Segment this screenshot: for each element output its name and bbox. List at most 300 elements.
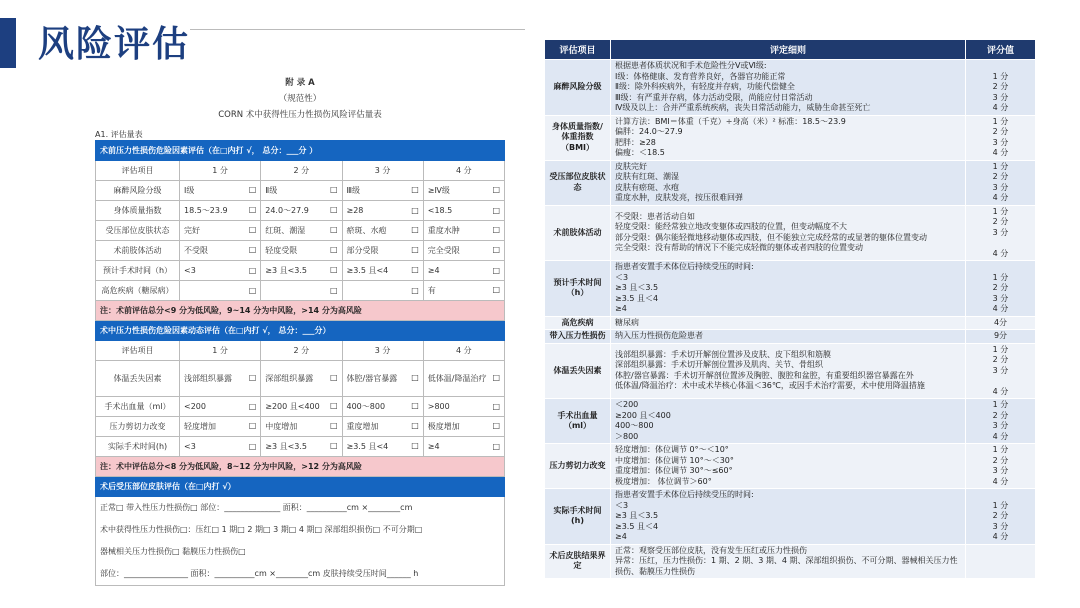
option-cell [342, 397, 423, 417]
criteria-item: 受压部位皮肤状态 [545, 160, 611, 205]
criteria-table [544, 39, 1036, 579]
postop-line: 术中获得性压力性损伤□：压红□ 1 期□ 2 期□ 3 期□ 4 期□ 深部组织损伤□ 不可分期□ [95, 519, 505, 541]
option-text: 重度增加 [346, 422, 379, 431]
criteria-row [545, 115, 1036, 160]
option-text: ≥3 且<3.5 [265, 266, 308, 275]
slide-title: 风险评估 [38, 24, 191, 65]
detail-line: 偏胖：24.0～27.9 [615, 127, 683, 136]
checkbox[interactable]: □ [492, 206, 500, 215]
checkbox[interactable]: □ [248, 266, 257, 275]
option-cell [261, 281, 342, 301]
title-divider [190, 29, 525, 30]
score-value: 1 分 [992, 445, 1009, 454]
option-cell [261, 221, 342, 241]
criteria-row [545, 205, 1036, 261]
checkbox[interactable]: □ [492, 245, 500, 254]
column-header: 4 分 [423, 341, 504, 361]
criteria-header-detail: 评定细则 [611, 40, 966, 60]
scale-row [96, 261, 505, 281]
scale-row [96, 221, 505, 241]
option-text: 完好 [184, 226, 200, 235]
option-text: 部分受限 [346, 246, 379, 255]
row-label [96, 397, 180, 417]
score-value: 3 分 [992, 227, 1009, 237]
score-value: 4 分 [992, 248, 1009, 258]
scale-row [96, 437, 505, 457]
option-text: ≥28 [346, 206, 364, 215]
option-text: 18.5～23.9 [184, 206, 228, 215]
criteria-row [545, 544, 1036, 579]
checkbox[interactable]: □ [248, 205, 257, 214]
row-label-text: 高危疾病（糖尿病） [101, 286, 174, 295]
checkbox[interactable]: □ [248, 225, 257, 234]
score-value: 4 分 [992, 193, 1009, 202]
checkbox[interactable]: □ [248, 373, 257, 382]
detail-line: ≥4 [615, 304, 627, 313]
option-cell [180, 361, 261, 397]
option-text: ≥200 且<400 [265, 402, 320, 411]
row-label [96, 241, 180, 261]
option-cell [423, 437, 504, 457]
criteria-item: 实际手术时间(h) [545, 489, 611, 545]
criteria-row [545, 316, 1036, 330]
scale-row [96, 397, 505, 417]
detail-line: 偏瘦：＜18.5 [615, 148, 665, 157]
detail-line: 部分受限：偶尔能轻微地移动躯体或四肢，但不能独立完成经常的或显著的躯体位置变动 [615, 232, 927, 242]
column-header: 2 分 [261, 161, 342, 181]
checkbox[interactable]: □ [492, 266, 500, 275]
score-value: 1 分 [992, 500, 1009, 510]
intraop-column-row [96, 341, 505, 361]
scale-row [96, 201, 505, 221]
detail-line: ≥4 [615, 532, 627, 541]
score-value: 4 分 [992, 532, 1009, 541]
detail-line: 重度增加：体位调节 30°～≤60° [615, 466, 733, 475]
option-text: Ⅱ级 [265, 186, 278, 195]
row-label-text: 手术出血量（ml） [104, 402, 171, 411]
checkbox[interactable]: □ [411, 373, 419, 382]
criteria-panel [544, 39, 1035, 587]
checkbox[interactable]: □ [411, 265, 419, 274]
option-text: ≥3.5 且<4 [346, 266, 389, 275]
option-text: 深部组织暴露 [265, 374, 314, 383]
score-value [970, 556, 1031, 567]
option-cell [261, 241, 342, 261]
checkbox[interactable]: □ [411, 185, 419, 194]
preop-note: 注：术前评估总分<9 分为低风险，9~14 分为中风险，>14 分为高风险 [96, 301, 505, 321]
criteria-detail [611, 261, 966, 317]
option-cell [423, 361, 504, 397]
detail-line: 400～800 [615, 421, 654, 430]
option-text: ≥3.5 且<4 [346, 442, 389, 451]
detail-line: 极度增加： 体位调节＞60° [615, 476, 712, 486]
option-text: 轻度受限 [265, 246, 298, 255]
score-value: 4 分 [992, 304, 1009, 313]
option-cell [342, 437, 423, 457]
postop-line: 正常□ 带入性压力性损伤□ 部位：______________ 面积：__________cm ×________cm [95, 497, 505, 519]
option-text: 完全受限 [427, 246, 460, 255]
checkbox[interactable]: □ [411, 286, 419, 295]
column-header: 3 分 [342, 161, 423, 181]
score-value: 3 分 [992, 182, 1009, 192]
option-cell [180, 417, 261, 437]
checkbox[interactable]: □ [492, 225, 500, 234]
detail-line: ≥3 且＜3.5 [615, 283, 659, 292]
option-cell [342, 201, 423, 221]
postop-line: 部位：________________ 面积：__________cm ×________cm 皮肤持续受压时间______ h [95, 563, 505, 586]
option-cell [180, 397, 261, 417]
row-label [96, 261, 180, 281]
option-cell [261, 397, 342, 417]
option-cell [261, 201, 342, 221]
row-label-text: 身体质量指数 [113, 206, 162, 215]
option-text: 不受限 [184, 246, 208, 255]
checkbox[interactable]: □ [248, 286, 257, 295]
detail-line: 深部组织暴露：手术切开解剖位置涉及肌肉、关节、骨组织 [615, 360, 823, 370]
option-cell [261, 437, 342, 457]
option-text: ≥3 且<3.5 [265, 442, 308, 451]
option-cell [423, 201, 504, 221]
option-cell [180, 241, 261, 261]
option-cell [423, 417, 504, 437]
score-value: 1 分 [992, 116, 1009, 126]
intraop-note: 注：术中评估总分<8 分为低风险，8~12 分为中风险，>12 分为高风险 [96, 457, 505, 477]
criteria-score [966, 444, 1036, 489]
score-value: 3 分 [992, 92, 1009, 102]
column-header: 1 分 [180, 161, 261, 181]
criteria-item: 术前肢体活动 [545, 205, 611, 261]
criteria-detail [611, 60, 966, 116]
column-header: 4 分 [423, 161, 504, 181]
detail-line: 低体温/降温治疗：术中或术毕核心体温＜36℃，或因手术治疗需要，术中使用降温措施 [615, 381, 925, 391]
detail-line: 糖尿病 [615, 317, 639, 327]
score-value: 1 分 [992, 206, 1009, 216]
option-text: 极度增加 [427, 422, 460, 431]
detail-line: 纳入压力性损伤危险患者 [615, 331, 703, 340]
scale-row [96, 241, 505, 261]
detail-line: 正常：观察受压部位皮肤，没有发生压红或压力性损伤 [615, 545, 807, 555]
score-value: 1 分 [992, 161, 1009, 171]
score-value: 4 分 [992, 386, 1009, 396]
score-value [970, 490, 1031, 501]
criteria-detail [611, 115, 966, 160]
scale-row [96, 417, 505, 437]
option-cell [342, 261, 423, 281]
option-text: Ⅰ级 [184, 186, 195, 195]
criteria-row [545, 489, 1036, 545]
option-text: 低体温/降温治疗 [427, 374, 487, 383]
column-header: 3 分 [342, 341, 423, 361]
option-text: 重度水肿 [427, 226, 460, 235]
checkbox[interactable]: □ [248, 185, 257, 194]
option-cell [180, 281, 261, 301]
criteria-item: 手术出血量（ml） [545, 399, 611, 444]
row-label [96, 417, 180, 437]
checkbox[interactable]: □ [492, 285, 500, 294]
score-value: 2 分 [992, 172, 1009, 181]
detail-line: Ⅲ级：有严重并存病，体力活动受限，尚能应付日常活动 [615, 92, 813, 102]
detail-line: 完全受限：没有帮助的情况下不能完成轻微的躯体或者四肢的位置变动 [615, 243, 863, 253]
column-header: 1 分 [180, 341, 261, 361]
detail-line: 皮肤有红斑、潮湿 [615, 172, 679, 181]
checkbox[interactable]: □ [329, 373, 338, 382]
criteria-score [966, 544, 1036, 579]
detail-line: ＜200 [615, 400, 639, 409]
checkbox[interactable]: □ [411, 401, 419, 410]
option-text: 24.0～27.9 [265, 206, 309, 215]
option-cell [342, 241, 423, 261]
detail-line: 中度增加：体位调节 10°～＜30° [615, 455, 734, 465]
detail-line: 体腔/器官暴露：手术切开解剖位置涉及胸腔、腹腔和盆腔，有重要组织器官暴露在外 [615, 370, 914, 380]
criteria-detail [611, 489, 966, 545]
checkbox[interactable]: □ [329, 401, 338, 410]
score-value: 1 分 [992, 400, 1009, 409]
detail-line: ＜3 [615, 272, 629, 282]
checkbox[interactable]: □ [248, 442, 257, 451]
column-header: 评估项目 [96, 341, 180, 361]
option-cell [261, 261, 342, 281]
row-label [96, 281, 180, 301]
option-text: 浅部组织暴露 [184, 374, 232, 383]
score-value: 4 分 [992, 431, 1009, 441]
checkbox[interactable]: □ [492, 442, 500, 451]
option-cell [423, 221, 504, 241]
document-title: CORN 术中获得性压力性损伤风险评估量表 [218, 110, 382, 120]
checkbox[interactable]: □ [329, 441, 338, 450]
option-cell [180, 221, 261, 241]
option-cell [423, 181, 504, 201]
criteria-header-item: 评估项目 [545, 40, 611, 60]
option-text: <18.5 [427, 206, 453, 215]
checkbox[interactable]: □ [248, 421, 257, 430]
score-value: 4 分 [992, 148, 1009, 157]
detail-line: 不受限：患者活动自如 [615, 211, 695, 221]
option-cell [342, 221, 423, 241]
detail-line: Ⅳ级及以上：合并严重系统疾病，丧失日常活动能力，威胁生命甚至死亡 [615, 103, 871, 112]
detail-line: 皮肤完好 [615, 161, 647, 171]
row-label [96, 181, 180, 201]
option-cell [423, 261, 504, 281]
checkbox[interactable]: □ [492, 373, 500, 382]
option-cell [423, 241, 504, 261]
criteria-item: 身体质量指数/体重指数（BMI） [545, 115, 611, 160]
detail-line: 异常：压红，压力性损伤：1 期、2 期、3 期、4 期、深部组织损伤、不可分期、器械相关压力性损伤、黏膜压力性损伤 [615, 556, 958, 576]
score-value: 1 分 [992, 272, 1009, 282]
criteria-score [966, 160, 1036, 205]
option-text: 400～800 [346, 402, 386, 411]
detail-line: ≥200 且＜400 [615, 410, 671, 420]
criteria-score [966, 399, 1036, 444]
detail-line: 皮肤有瘀斑、水疱 [615, 182, 679, 192]
preop-table [95, 140, 505, 497]
score-value [970, 262, 1031, 273]
criteria-header-score: 评分值 [966, 40, 1036, 60]
criteria-row [545, 60, 1036, 116]
score-value: 3 分 [992, 293, 1009, 303]
detail-line: Ⅱ级：除外科疾病外，有轻度并存病，功能代偿健全 [615, 82, 795, 91]
detail-line: ≥3 且＜3.5 [615, 511, 659, 520]
option-cell [261, 417, 342, 437]
criteria-score [966, 60, 1036, 116]
option-text: 体腔/器官暴露 [346, 374, 398, 383]
score-value: 1 分 [992, 71, 1009, 81]
row-label-text: 受压部位皮肤状态 [105, 226, 170, 235]
detail-line: Ⅰ级：体格健康、发育营养良好，各器官功能正常 [615, 71, 786, 81]
score-value: 3 分 [992, 365, 1009, 375]
criteria-item: 带入压力性损伤 [545, 330, 611, 344]
criteria-row [545, 343, 1036, 399]
criteria-score [966, 343, 1036, 399]
option-cell [261, 361, 342, 397]
column-header: 2 分 [261, 341, 342, 361]
criteria-detail [611, 316, 966, 330]
criteria-row [545, 330, 1036, 344]
criteria-row [545, 399, 1036, 444]
preop-header: 术前压力性损伤危险因素评估（在□内打 √， 总分：___分 ） [96, 141, 505, 161]
option-text: 瘀斑、水疱 [346, 226, 387, 235]
preop-column-row [96, 161, 505, 181]
criteria-item: 术后皮肤结果界定 [545, 544, 611, 579]
detail-line: 浅部组织暴露：手术切开解剖位置涉及皮肤、皮下组织和筋膜 [615, 349, 831, 359]
normative-label: （规范性） [278, 94, 322, 104]
score-value: 9分 [993, 331, 1008, 340]
score-value: 3 分 [992, 466, 1009, 475]
checkbox[interactable]: □ [492, 421, 500, 430]
postop-line: 器械相关压力性损伤□ 黏膜压力性损伤□ [95, 541, 505, 563]
checkbox[interactable]: □ [411, 421, 419, 430]
detail-line: 计算方法：BMI＝体重（千克）÷身高（米）² 标准：18.5～23.9 [615, 116, 846, 126]
score-value: 3 分 [992, 137, 1009, 147]
checkbox[interactable]: □ [492, 402, 500, 411]
option-cell [342, 281, 423, 301]
option-cell [180, 181, 261, 201]
detail-line: ≥3.5 且＜4 [615, 293, 659, 303]
postop-header: 术后受压部位皮肤评估（在□内打 √） [96, 477, 505, 497]
option-cell [180, 437, 261, 457]
criteria-detail [611, 444, 966, 489]
checkbox[interactable]: □ [329, 225, 338, 234]
criteria-item: 高危疾病 [545, 316, 611, 330]
row-label-text: 压力剪切力改变 [109, 422, 166, 431]
option-text: <200 [184, 402, 206, 411]
score-value: 2 分 [992, 127, 1009, 136]
checkbox[interactable]: □ [248, 402, 257, 411]
scale-row [96, 181, 505, 201]
checkbox[interactable]: □ [492, 185, 500, 194]
option-text: 有 [427, 286, 436, 295]
checkbox[interactable]: □ [411, 225, 419, 234]
score-value: 4 分 [992, 103, 1009, 112]
score-value: 2 分 [992, 511, 1009, 520]
intraop-header: 术中压力性损伤危险因素动态评估（在□内打 √， 总分：___分） [96, 321, 505, 341]
checkbox[interactable]: □ [329, 205, 338, 214]
row-label-text: 体温丢失因素 [113, 374, 162, 383]
criteria-item: 压力剪切力改变 [545, 444, 611, 489]
option-text: <3 [184, 442, 196, 451]
score-value: 4分 [993, 317, 1008, 327]
scale-document [95, 75, 505, 595]
row-label-text: 实际手术时间(h) [107, 442, 168, 451]
checkbox[interactable]: □ [411, 441, 419, 450]
criteria-item: 麻醉风险分级 [545, 60, 611, 116]
criteria-row [545, 261, 1036, 317]
option-cell [180, 261, 261, 281]
option-cell [342, 361, 423, 397]
scale-row [96, 361, 505, 397]
row-label-text: 麻醉风险分级 [113, 186, 162, 195]
option-text: >800 [427, 402, 450, 411]
checkbox[interactable]: □ [411, 206, 419, 215]
option-text: 红斑、潮湿 [265, 226, 306, 235]
criteria-detail [611, 399, 966, 444]
option-text: ≥4 [427, 266, 440, 275]
criteria-item: 体温丢失因素 [545, 343, 611, 399]
score-value [970, 61, 1031, 72]
detail-line: 指患者安置手术体位后持续受压的时间: [615, 490, 754, 499]
checkbox[interactable]: □ [329, 286, 338, 295]
criteria-score [966, 205, 1036, 261]
scale-row [96, 281, 505, 301]
row-label [96, 221, 180, 241]
criteria-row [545, 444, 1036, 489]
row-label-text: 术前肢体活动 [113, 246, 162, 255]
option-cell [342, 417, 423, 437]
option-cell [423, 281, 504, 301]
criteria-detail [611, 544, 966, 579]
score-value: 3 分 [992, 421, 1009, 430]
detail-line: ≥3.5 且＜4 [615, 521, 659, 531]
option-text: ≥4 [427, 442, 440, 451]
criteria-score [966, 489, 1036, 545]
option-text: ≥Ⅳ级 [427, 186, 450, 195]
option-text: <3 [184, 266, 196, 275]
detail-line: 重度水肿，皮肤发亮，按压很难回弹 [615, 193, 743, 202]
detail-line: ＞800 [615, 431, 639, 441]
score-value [970, 238, 1031, 249]
title-accent-bar [0, 18, 16, 68]
option-cell [180, 201, 261, 221]
criteria-row [545, 160, 1036, 205]
section-label: A1. 评估量表 [95, 130, 143, 139]
option-cell [423, 397, 504, 417]
option-text: 轻度增加 [184, 422, 216, 431]
option-cell [261, 181, 342, 201]
option-text: Ⅲ级 [346, 186, 361, 195]
checkbox[interactable]: □ [329, 245, 338, 254]
checkbox[interactable]: □ [329, 185, 338, 194]
checkbox[interactable]: □ [248, 245, 257, 254]
checkbox[interactable]: □ [329, 421, 338, 430]
criteria-score [966, 261, 1036, 317]
score-value: 2 分 [992, 217, 1009, 226]
score-value: 2 分 [992, 455, 1009, 465]
detail-line: 根据患者体质状况和手术危险性分Ⅴ或Ⅵ级: [615, 61, 767, 70]
score-value: 1 分 [992, 344, 1009, 354]
detail-line: 指患者安置手术体位后持续受压的时间: [615, 262, 754, 271]
detail-line: ＜3 [615, 500, 629, 510]
detail-line: 轻度受限：能经常独立地改变躯体或四肢的位置，但变动幅度不大 [615, 222, 847, 232]
detail-line: 肥胖：≥28 [615, 137, 656, 147]
checkbox[interactable]: □ [329, 265, 338, 274]
checkbox[interactable]: □ [411, 245, 419, 254]
criteria-detail [611, 343, 966, 399]
score-value: 2 分 [992, 82, 1009, 91]
score-value [970, 376, 1031, 387]
score-value: 3 分 [992, 521, 1009, 531]
score-value: 2 分 [992, 283, 1009, 292]
score-value: 2 分 [992, 410, 1009, 420]
appendix-label: 附 录 A [285, 78, 315, 88]
